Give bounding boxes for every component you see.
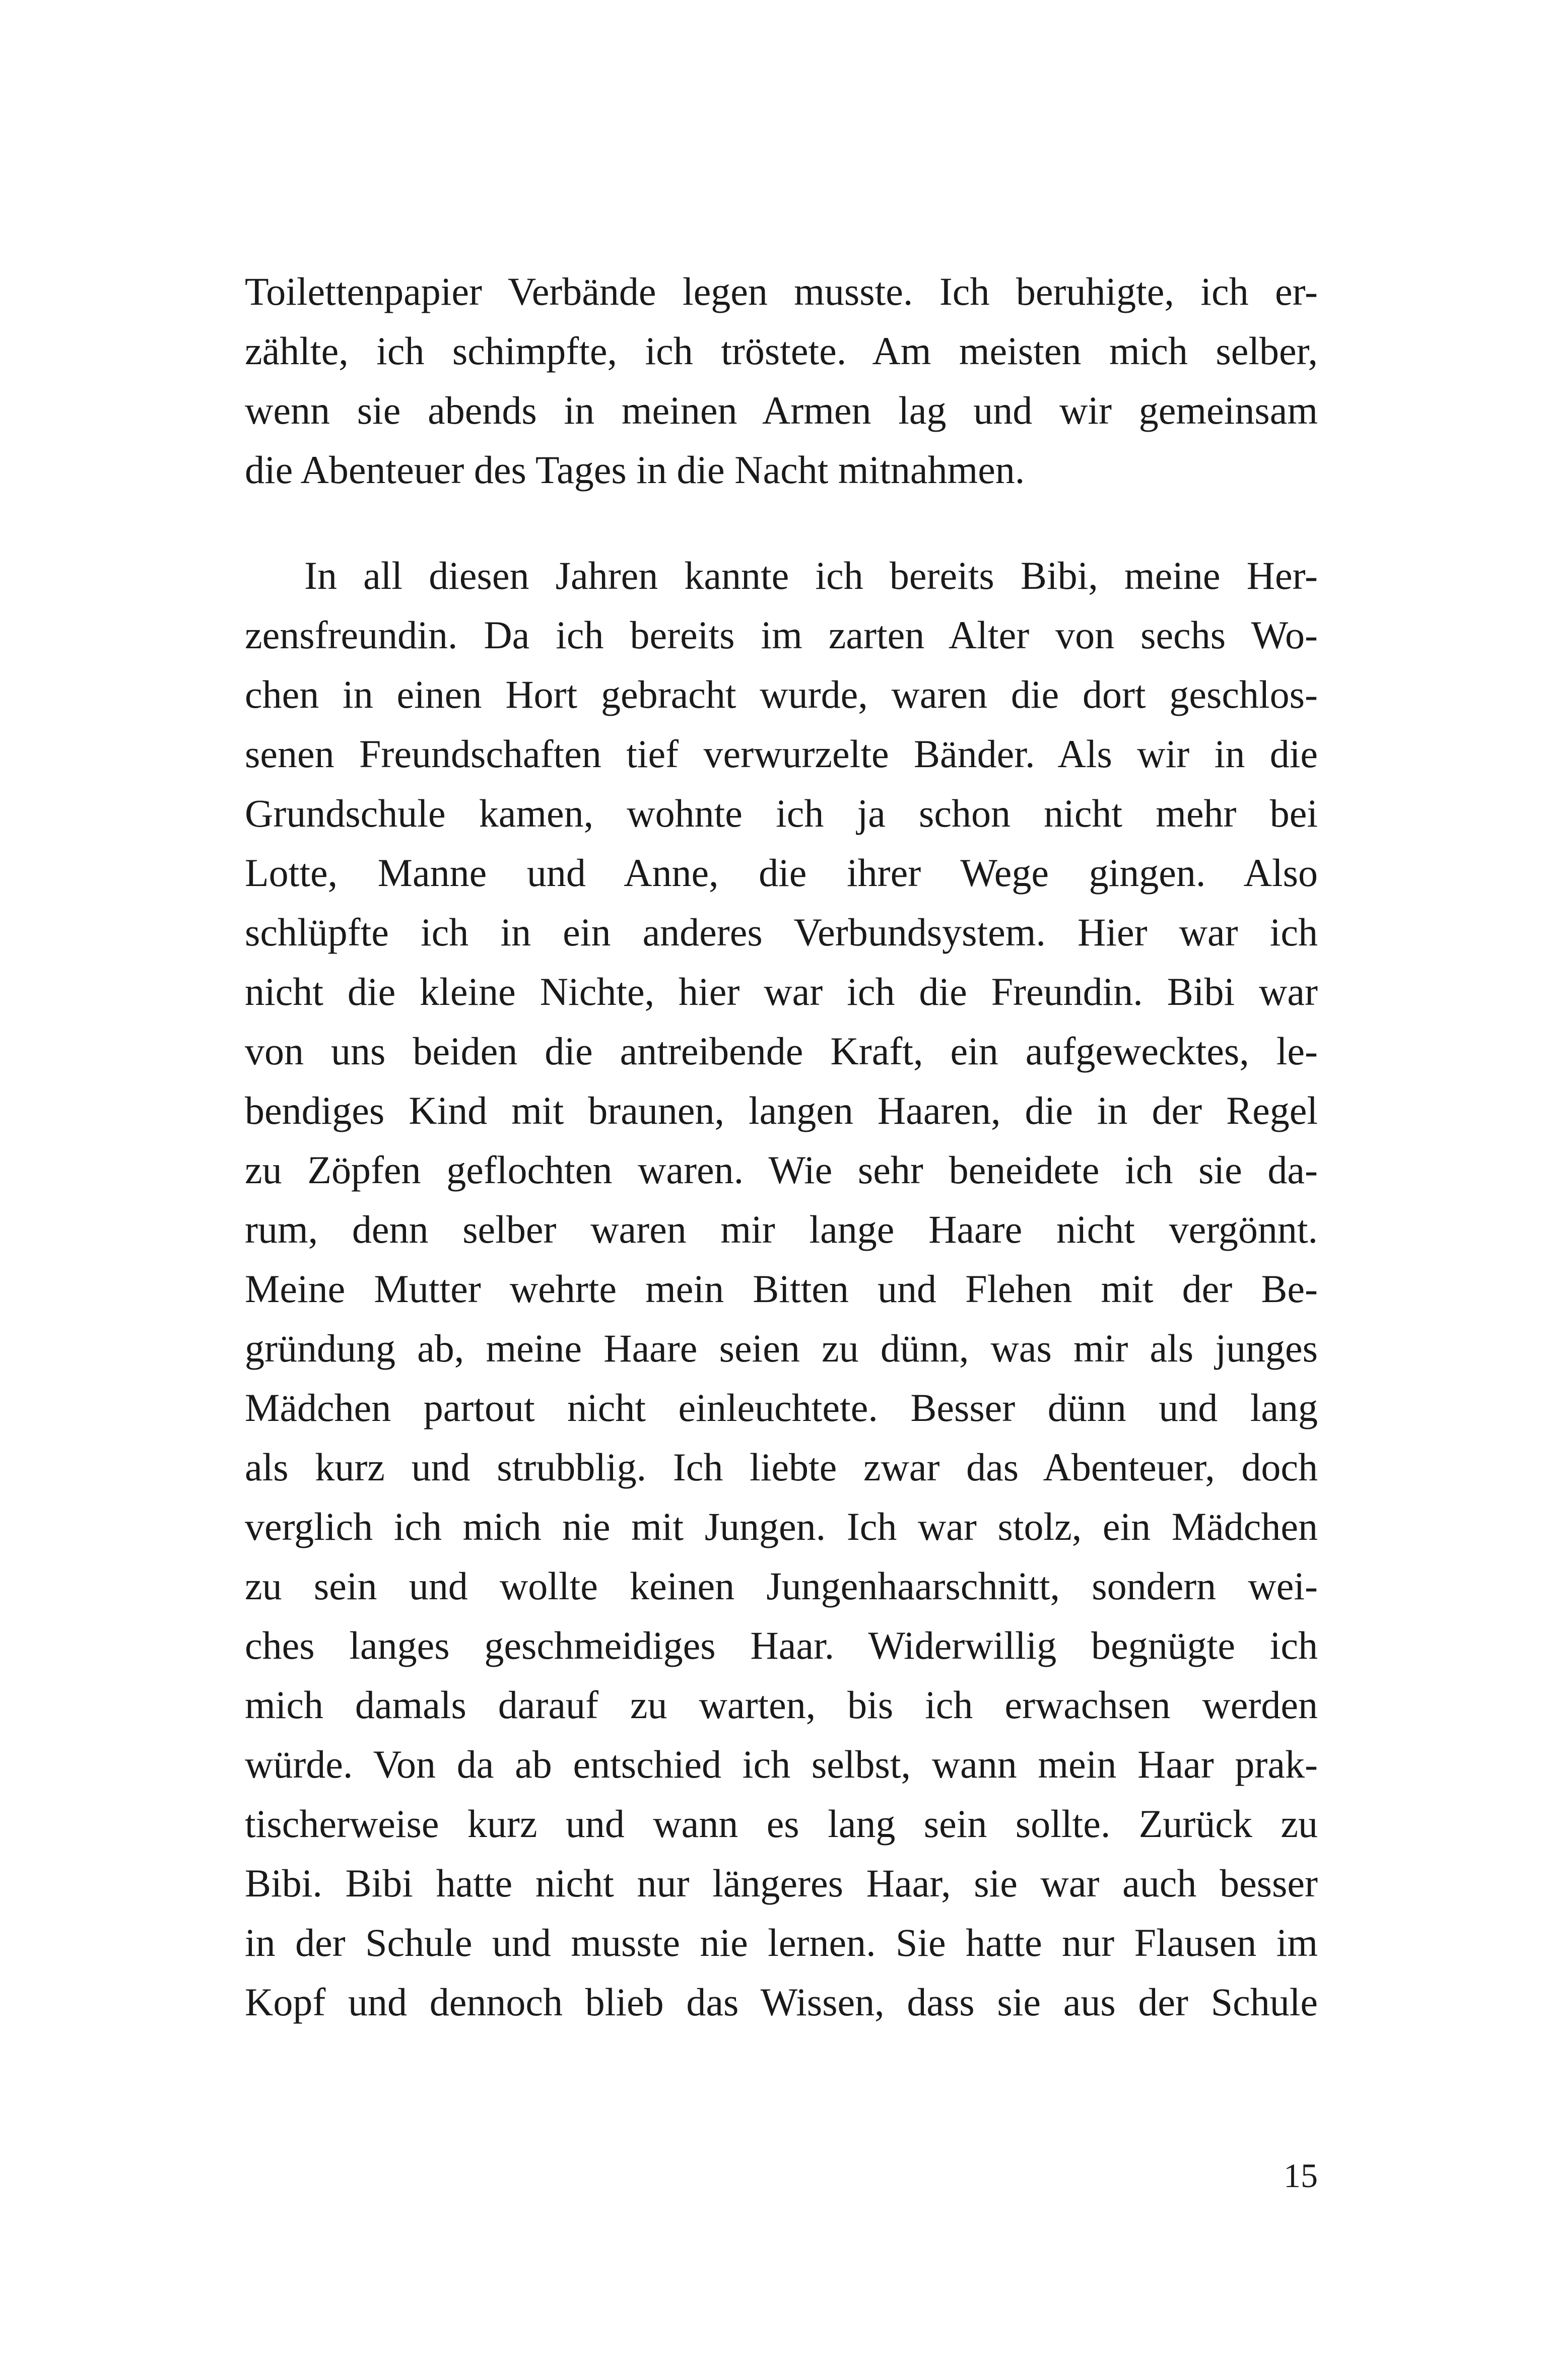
text-line: rum, denn selber waren mir lange Haare nicht vergönnt.: [245, 1207, 1318, 1251]
text-line: ches langes geschmeidiges Haar. Widerwillig begnügte ich: [245, 1623, 1318, 1667]
text-line: Bibi. Bibi hatte nicht nur längeres Haar, sie war auch besser: [245, 1861, 1318, 1905]
page-number: 15: [1284, 2156, 1318, 2195]
paragraph-gap: [245, 500, 1318, 546]
text-line: zensfreundin. Da ich bereits im zarten Alter von sechs Wo-: [245, 613, 1318, 657]
text-line: nicht die kleine Nichte, hier war ich die Freundin. Bibi war: [245, 970, 1318, 1013]
text-line: die Abenteuer des Tages in die Nacht mitnahmen.: [245, 448, 1025, 492]
text-line: tischerweise kurz und wann es lang sein sollte. Zurück zu: [245, 1802, 1318, 1846]
text-line: In all diesen Jahren kannte ich bereits Bibi, meine Her-: [304, 554, 1318, 597]
text-line: von uns beiden die antreibende Kraft, ein aufgewecktes, le-: [245, 1029, 1318, 1073]
text-line: Grundschule kamen, wohnte ich ja schon nicht mehr bei: [245, 791, 1318, 835]
paragraph-1: [245, 262, 1318, 500]
text-line: als kurz und strubblig. Ich liebte zwar das Abenteuer, doch: [245, 1445, 1318, 1489]
text-line: bendiges Kind mit braunen, langen Haaren, die in der Regel: [245, 1089, 1318, 1132]
text-line: verglich ich mich nie mit Jungen. Ich war stolz, ein Mädchen: [245, 1505, 1318, 1548]
text-line: chen in einen Hort gebracht wurde, waren die dort geschlos-: [245, 672, 1318, 716]
text-line: Toilettenpapier Verbände legen musste. Ich beruhigte, ich er-: [245, 269, 1318, 313]
text-line: mich damals darauf zu warten, bis ich erwachsen werden: [245, 1683, 1318, 1727]
text-line: Lotte, Manne und Anne, die ihrer Wege gingen. Also: [245, 851, 1318, 895]
text-line: in der Schule und musste nie lernen. Sie hatte nur Flausen im: [245, 1921, 1318, 1964]
text-line: wenn sie abends in meinen Armen lag und wir gemeinsam: [245, 388, 1318, 432]
text-line: Kopf und dennoch blieb das Wissen, dass sie aus der Schule: [245, 1980, 1318, 2024]
text-line: zu Zöpfen geflochten waren. Wie sehr beneidete ich sie da-: [245, 1148, 1318, 1192]
text-line: schlüpfte ich in ein anderes Verbundsystem. Hier war ich: [245, 910, 1318, 954]
text-line: würde. Von da ab entschied ich selbst, wann mein Haar prak-: [245, 1742, 1318, 1786]
text-line: zählte, ich schimpfte, ich tröstete. Am meisten mich selber,: [245, 329, 1318, 373]
text-line: Mädchen partout nicht einleuchtete. Besser dünn und lang: [245, 1386, 1318, 1430]
body-text: [245, 262, 1318, 2032]
text-line: Meine Mutter wehrte mein Bitten und Flehen mit der Be-: [245, 1267, 1318, 1311]
text-line: senen Freundschaften tief verwurzelte Bänder. Als wir in die: [245, 732, 1318, 776]
paragraph-2: [245, 546, 1318, 2032]
text-line: gründung ab, meine Haare seien zu dünn, was mir als junges: [245, 1326, 1318, 1370]
text-line: zu sein und wollte keinen Jungenhaarschnitt, sondern wei-: [245, 1564, 1318, 1608]
